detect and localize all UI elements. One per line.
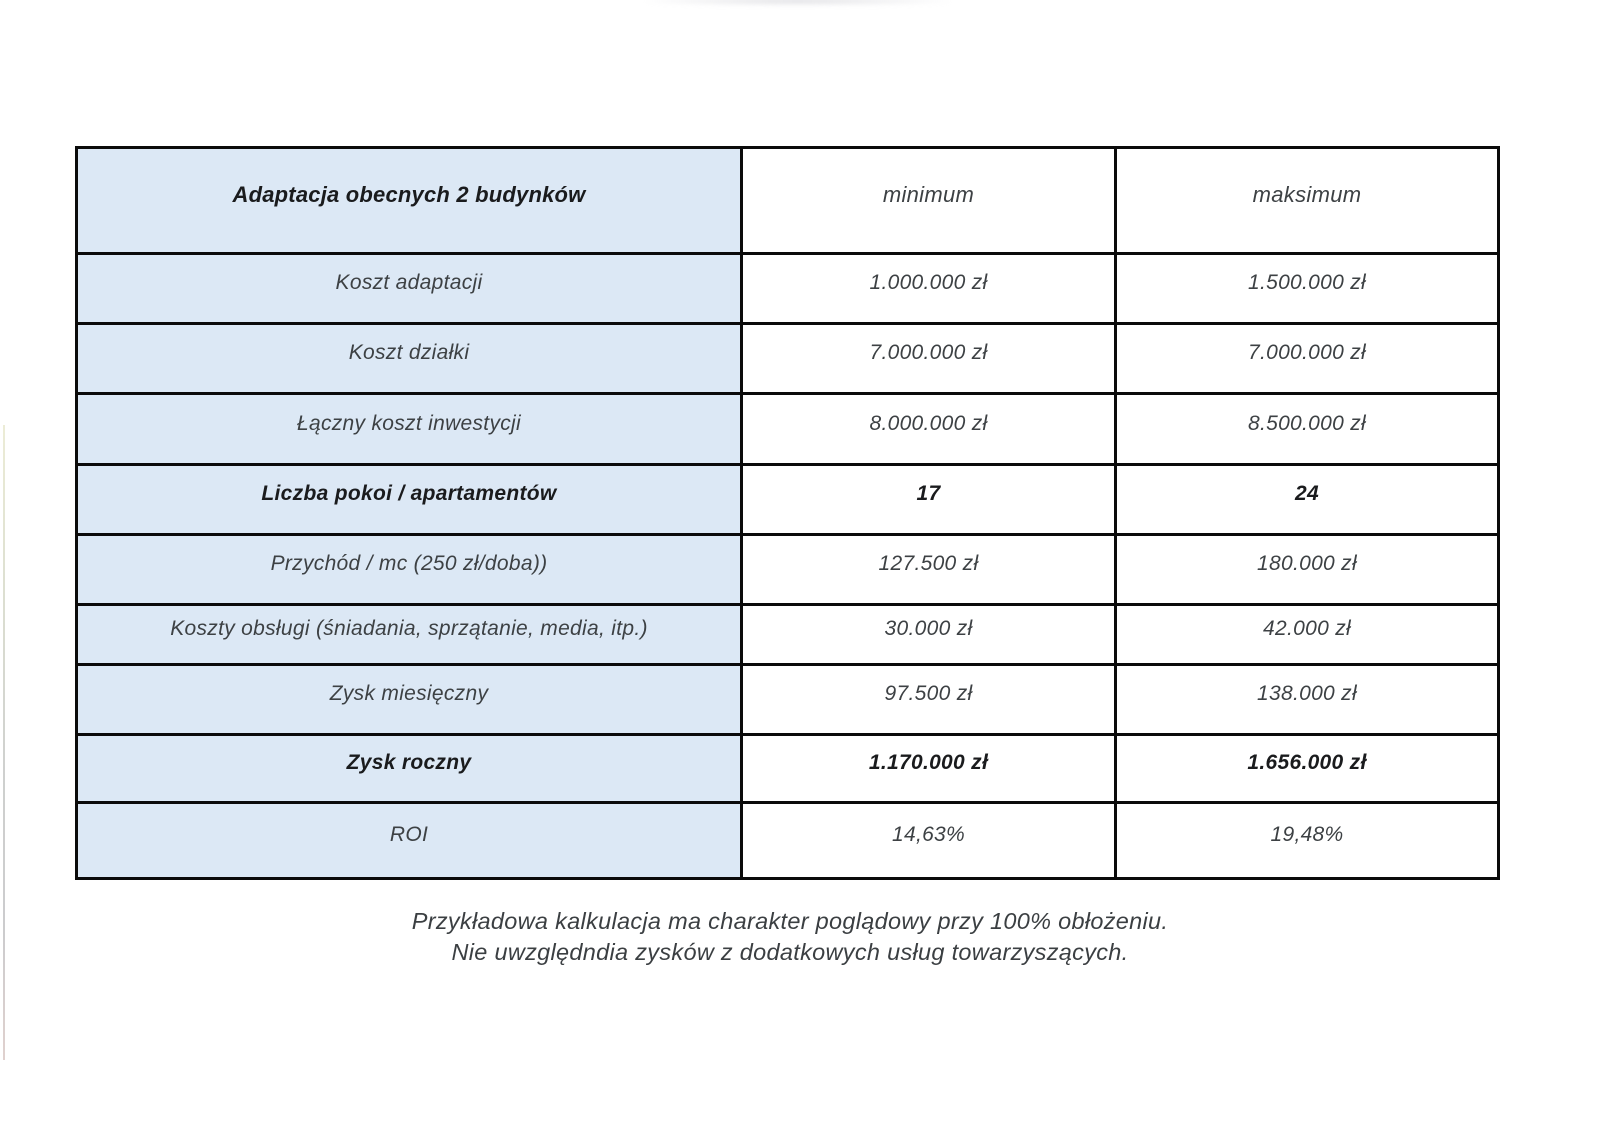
scan-smudge-artifact (645, 0, 950, 6)
row-value-max: 24 (1116, 465, 1499, 535)
row-value-min: 17 (742, 465, 1116, 535)
row-value-min: 1.000.000 zł (742, 254, 1116, 324)
footer-note-line2: Nie uwzględndia zysków z dodatkowych usług towarzyszących. (451, 939, 1129, 965)
row-label: Koszt działki (77, 324, 742, 394)
row-label: Liczba pokoi / apartamentów (77, 465, 742, 535)
table-row (77, 324, 1499, 394)
row-value-min: 97.500 zł (742, 665, 1116, 735)
row-value-max: 19,48% (1116, 803, 1499, 879)
investment-calculation-table (75, 146, 1500, 880)
row-value-max: 7.000.000 zł (1116, 324, 1499, 394)
row-label: Łączny koszt inwestycji (77, 394, 742, 465)
row-value-min: 14,63% (742, 803, 1116, 879)
table-row (77, 605, 1499, 665)
row-value-max: 1.500.000 zł (1116, 254, 1499, 324)
row-value-max: 180.000 zł (1116, 535, 1499, 605)
table-row (77, 665, 1499, 735)
row-value-max: 42.000 zł (1116, 605, 1499, 665)
row-label: Zysk roczny (77, 735, 742, 803)
row-value-max: 1.656.000 zł (1116, 735, 1499, 803)
row-label: Przychód / mc (250 zł/doba)) (77, 535, 742, 605)
row-label: Zysk miesięczny (77, 665, 742, 735)
row-label: Koszty obsługi (śniadania, sprzątanie, media, itp.) (77, 605, 742, 665)
table-row (77, 803, 1499, 879)
table-row (77, 535, 1499, 605)
column-header-minimum: minimum (742, 148, 1116, 254)
row-value-max: 8.500.000 zł (1116, 394, 1499, 465)
footer-note (0, 906, 1580, 968)
table-header-row (77, 148, 1499, 254)
row-value-min: 1.170.000 zł (742, 735, 1116, 803)
column-header-maksimum: maksimum (1116, 148, 1499, 254)
footer-note-line1: Przykładowa kalkulacja ma charakter poglądowy przy 100% obłożeniu. (411, 908, 1169, 934)
table-title-cell: Adaptacja obecnych 2 budynków (77, 148, 742, 254)
row-value-min: 7.000.000 zł (742, 324, 1116, 394)
row-label: ROI (77, 803, 742, 879)
row-label: Koszt adaptacji (77, 254, 742, 324)
table-row (77, 735, 1499, 803)
row-value-max: 138.000 zł (1116, 665, 1499, 735)
table-row (77, 254, 1499, 324)
table-row (77, 394, 1499, 465)
table-row (77, 465, 1499, 535)
row-value-min: 30.000 zł (742, 605, 1116, 665)
row-value-min: 127.500 zł (742, 535, 1116, 605)
row-value-min: 8.000.000 zł (742, 394, 1116, 465)
